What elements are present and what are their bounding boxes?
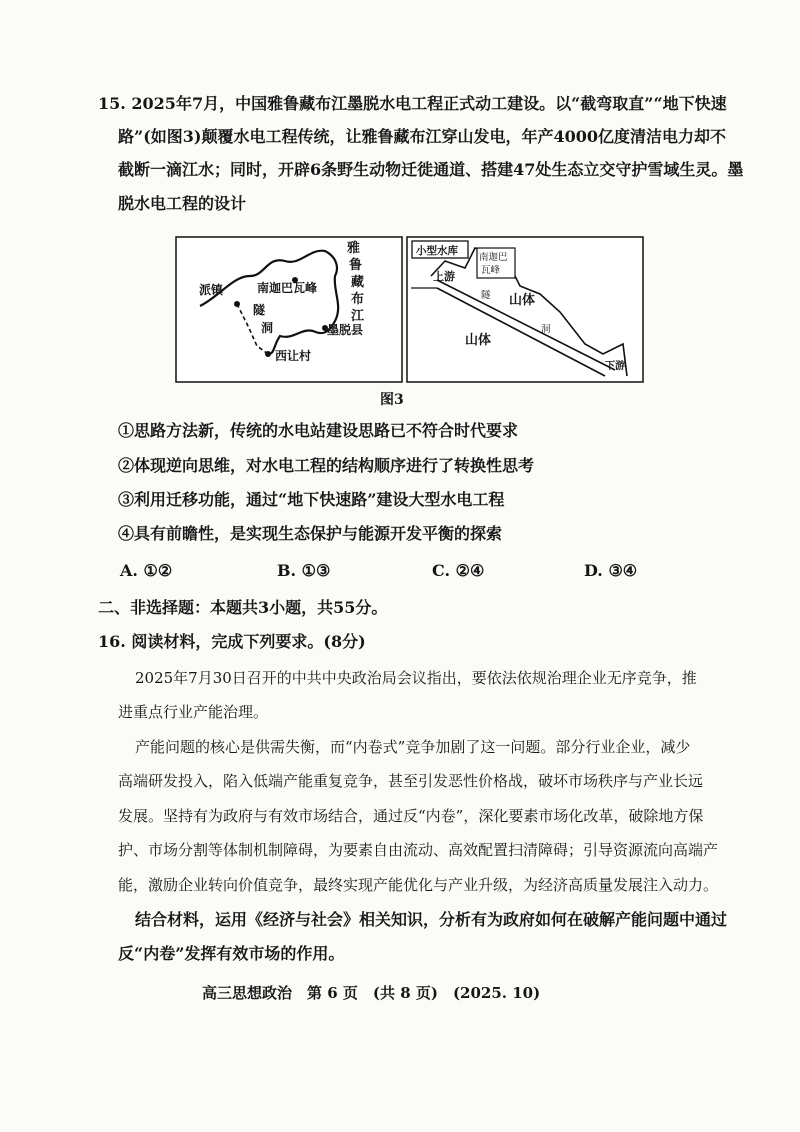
label-tunnel-r1: 隧: [481, 290, 491, 301]
option-d[interactable]: D. ③④: [584, 561, 638, 580]
statement-1: ①思路方法新，传统的水电站建设思路已不符合时代要求: [118, 421, 519, 440]
label-upstream: 上游: [433, 270, 455, 283]
label-small-reservoir: 小型水库: [416, 245, 458, 257]
label-tunnel-r2: 洞: [541, 324, 551, 335]
statement-3: ③利用迁移功能，通过“地下快速路”建设大型水电工程: [118, 490, 505, 509]
label-mountain-1: 山体: [509, 293, 536, 308]
option-b[interactable]: B. ①③: [277, 561, 331, 580]
q16-p1-line-2: 进重点行业产能治理。: [118, 703, 269, 721]
q15-line-4: 脱水电工程的设计: [118, 194, 247, 213]
label-tunnel-2: 洞: [261, 321, 274, 335]
label-tunnel-1: 隧: [253, 303, 266, 317]
label-paizhen: 派镇: [199, 283, 224, 297]
statement-4: ④具有前瞻性，是实现生态保护与能源开发平衡的探索: [118, 524, 503, 543]
q16-p2-line-4: 护、市场分割等体制机制障碍，为要素自由流动、高效配置扫清障碍；引导资源流向高端产: [118, 841, 719, 859]
q15-line-1: 15. 2025年7月，中国雅鲁藏布江墨脱水电工程正式动工建设。以“截弯取直”“地下快速: [98, 94, 727, 113]
map-left-panel: [176, 237, 402, 382]
option-c[interactable]: C. ②④: [432, 561, 485, 580]
label-namjagbarwa: 南迦巴瓦峰: [257, 281, 318, 295]
q15-line-3: 截断一滴江水；同时，开辟6条野生动物迁徙通道、搭建47处生态立交守护雪域生灵。墨: [118, 160, 744, 179]
q16-p2-line-1: 产能问题的核心是供需失衡，而“内卷式”竞争加剧了这一问题。部分行业企业，减少: [135, 738, 691, 756]
label-downstream: 下游: [605, 361, 625, 372]
river-label-3: 藏: [351, 275, 365, 290]
option-a[interactable]: A. ①②: [120, 561, 173, 580]
q15-line-2: 路”(如图3)颠覆水电工程传统，让雅鲁藏布江穿山发电，年产4000亿度清洁电力却不: [118, 127, 727, 146]
figure-caption: 图3: [380, 392, 404, 408]
statement-2: ②体现逆向思维，对水电工程的结构顺序进行了转换性思考: [118, 456, 535, 475]
label-mountain-2: 山体: [465, 333, 492, 348]
q16-p1-line-1: 2025年7月30日召开的中共中央政治局会议指出，要依法依规治理企业无序竞争，推: [135, 669, 697, 687]
label-peak-1: 南迦巴: [479, 252, 508, 263]
page-footer: 高三思想政治 第 6 页 (共 8 页) (2025. 10): [202, 984, 541, 1002]
river-label-2: 鲁: [349, 258, 363, 273]
map-right-panel: [407, 237, 643, 382]
label-peak-2: 瓦峰: [481, 265, 501, 276]
figure-3: [175, 236, 645, 384]
q16-p2-line-3: 发展。坚持有为政府与有效市场结合，通过反“内卷”，深化要素市场化改革，破除地方保: [118, 807, 704, 825]
river-label-5: 江: [351, 309, 365, 324]
section-2-heading: 二、非选择题：本题共3小题，共55分。: [98, 598, 388, 617]
q16-p2-line-5: 能，激励企业转向价值竞争，最终实现产能优化与产业升级，为经济高质量发展注入动力。: [118, 876, 719, 894]
q16-p2-line-2: 高端研发投入，陷入低端产能重复竞争，甚至引发恶性价格战，破坏市场秩序与产业长远: [118, 772, 704, 790]
q16-question-line-1: 结合材料，运用《经济与社会》相关知识，分析有为政府如何在破解产能问题中通过: [135, 910, 728, 929]
river-label-1: 雅: [347, 241, 361, 256]
river-label-4: 布: [351, 292, 365, 307]
q16-question-line-2: 反“内卷”发挥有效市场的作用。: [118, 944, 345, 963]
label-medog: 墨脱县: [327, 323, 364, 337]
q16-header: 16. 阅读材料，完成下列要求。(8分): [98, 632, 366, 651]
label-xirang: 西让村: [275, 349, 312, 363]
